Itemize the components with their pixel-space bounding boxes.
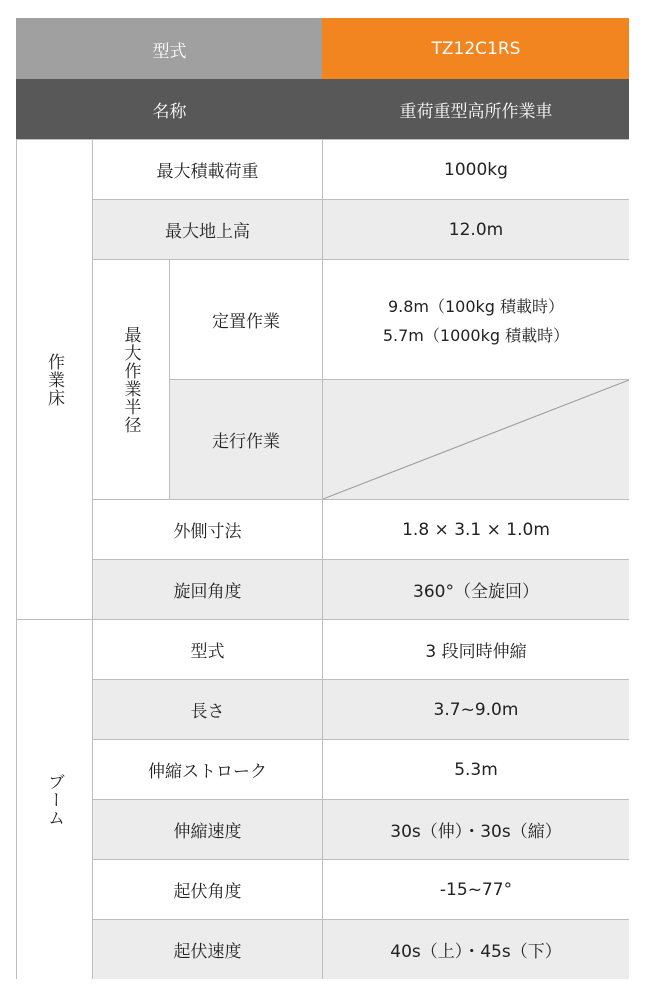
stationary-value — [322, 259, 629, 379]
luffing-angle-label: 起伏角度 — [92, 859, 322, 919]
radius-group-label: 最大作業半径 — [92, 259, 169, 499]
boom-type-value: 3 段同時伸縮 — [322, 619, 629, 679]
telescoping-speed-value: 30s（伸）・30s（縮） — [322, 799, 629, 859]
traveling-label: 走行作業 — [169, 379, 322, 499]
traveling-value-na — [322, 379, 629, 499]
max-load-value: 1000kg — [322, 139, 629, 199]
name-header-label: 名称 — [16, 79, 322, 139]
model-header-label: 型式 — [16, 18, 322, 79]
luffing-speed-label: 起伏速度 — [92, 919, 322, 979]
max-height-label: 最大地上高 — [92, 199, 322, 259]
dimensions-value: 1.8 × 3.1 × 1.0m — [322, 499, 629, 559]
luffing-angle-value: -15~77° — [322, 859, 629, 919]
spec-table — [16, 18, 629, 979]
rotation-label: 旋回角度 — [92, 559, 322, 619]
max-load-label: 最大積載荷重 — [92, 139, 322, 199]
diagonal-slash — [323, 380, 629, 499]
max-height-value: 12.0m — [322, 199, 629, 259]
stationary-label: 定置作業 — [169, 259, 322, 379]
boom-stroke-value: 5.3m — [322, 739, 629, 799]
stationary-value-line-2: 5.7m（1000kg 積載時） — [382, 325, 570, 345]
luffing-speed-value: 40s（上）・45s（下） — [322, 919, 629, 979]
boom-length-value: 3.7~9.0m — [322, 679, 629, 739]
stationary-value-line-1: 9.8m（100kg 積載時） — [387, 296, 565, 316]
boom-length-label: 長さ — [92, 679, 322, 739]
rotation-value: 360°（全旋回） — [322, 559, 629, 619]
boom-stroke-label: 伸縮ストローク — [92, 739, 322, 799]
boom-type-label: 型式 — [92, 619, 322, 679]
platform-group-label: 作業床 — [16, 139, 92, 619]
boom-group-label: ブーム — [16, 619, 92, 979]
telescoping-speed-label: 伸縮速度 — [92, 799, 322, 859]
dimensions-label: 外側寸法 — [92, 499, 322, 559]
model-header-value: TZ12C1RS — [322, 18, 629, 79]
name-header-value: 重荷重型高所作業車 — [322, 79, 629, 139]
